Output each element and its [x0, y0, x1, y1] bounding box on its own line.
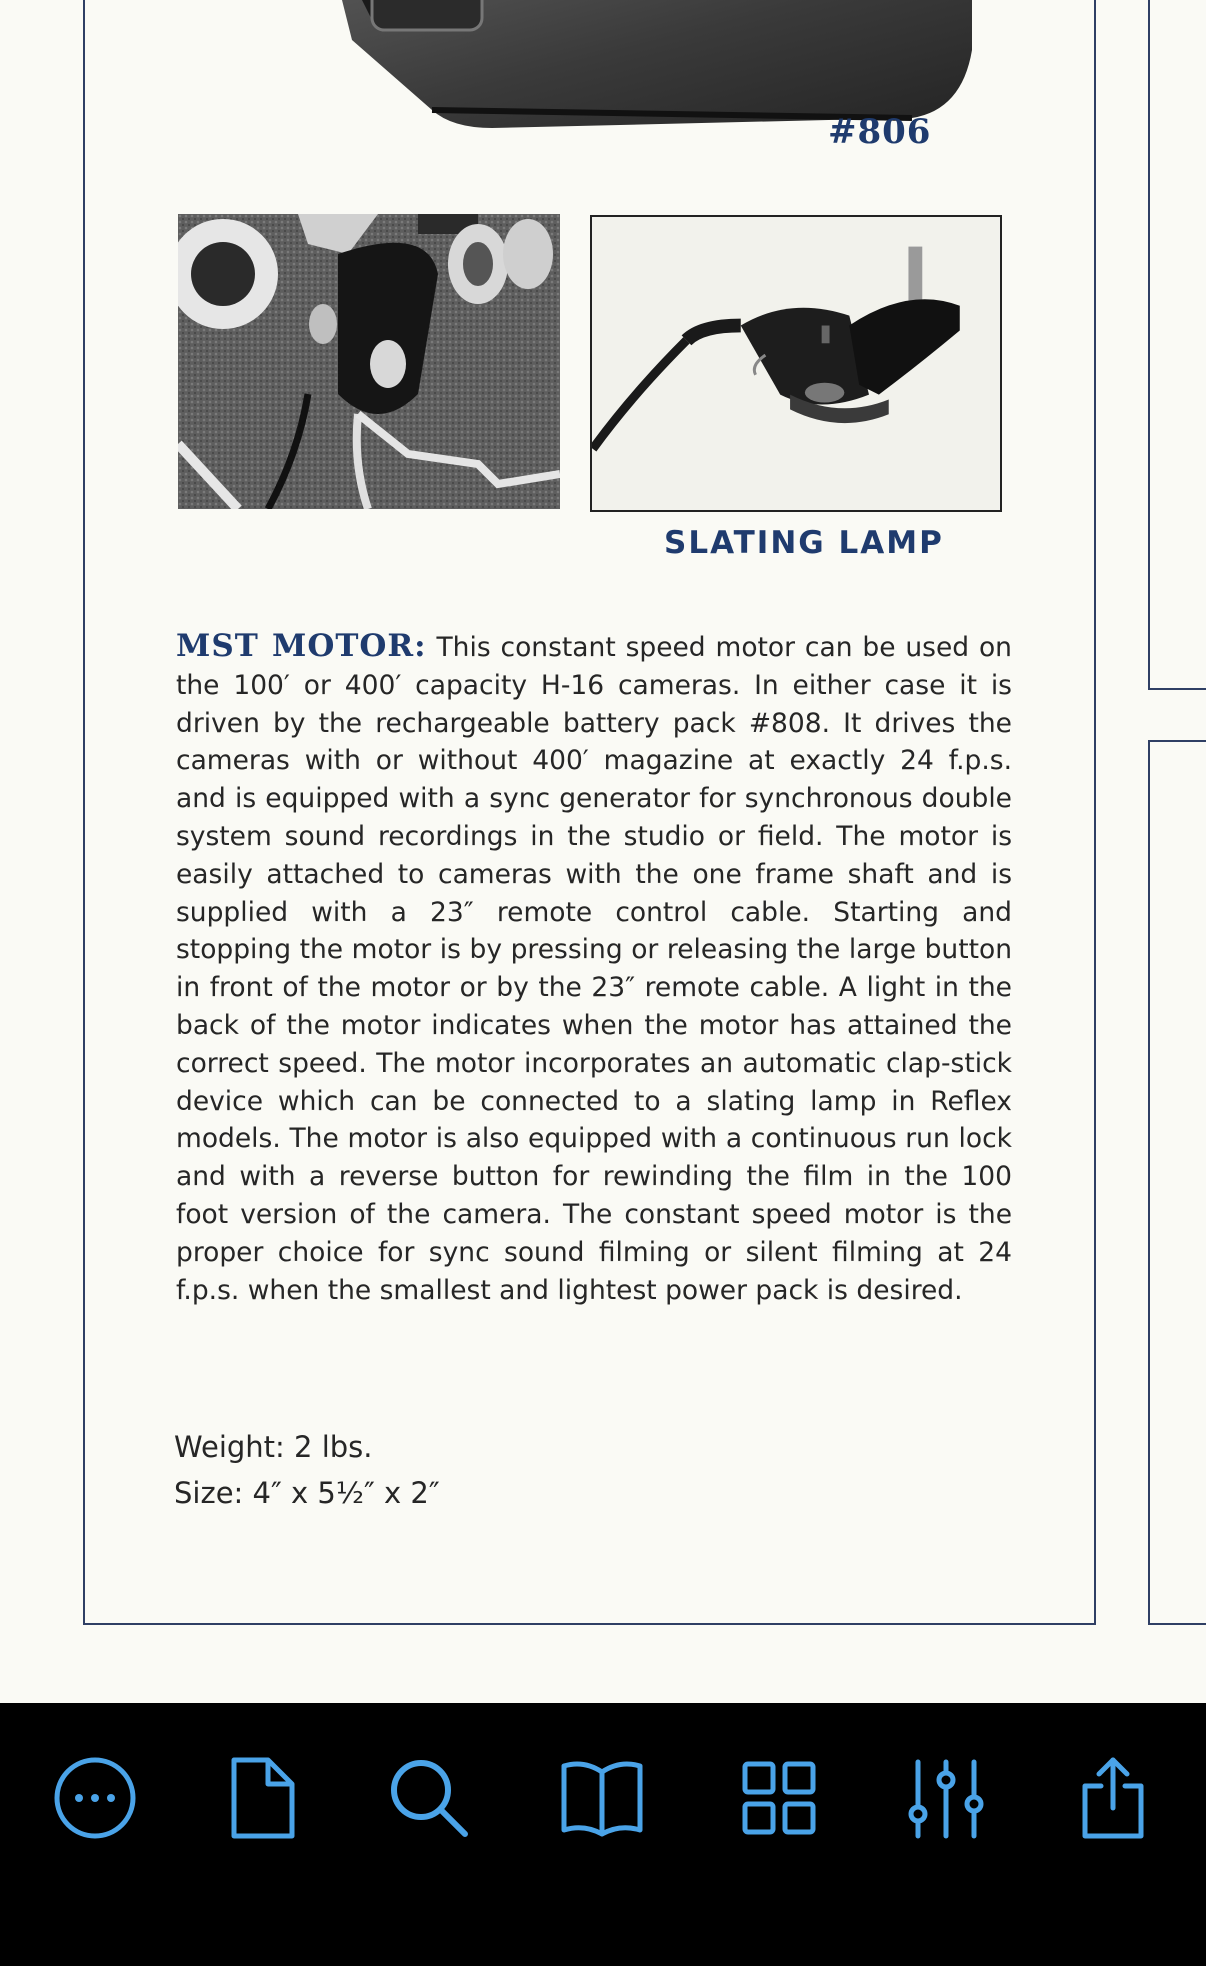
slating-lamp-caption: SLATING LAMP	[664, 525, 944, 561]
grid-icon[interactable]	[734, 1753, 824, 1843]
model-number-caption: #806	[828, 112, 932, 152]
article-text	[176, 628, 1012, 1309]
bottom-toolbar	[0, 1703, 1206, 1966]
book-icon[interactable]	[557, 1753, 647, 1843]
document-icon[interactable]	[217, 1753, 307, 1843]
sliders-icon[interactable]	[901, 1753, 991, 1843]
size-spec: Size: 4″ x 5½″ x 2″	[174, 1476, 440, 1510]
weight-spec: Weight: 2 lbs.	[174, 1430, 373, 1464]
share-icon[interactable]	[1068, 1753, 1158, 1843]
adjacent-frame-bottom	[1148, 740, 1206, 1625]
article-lead: MST MOTOR:	[176, 628, 427, 664]
slating-lamp-photo	[590, 215, 1002, 512]
camera-photo	[332, 0, 972, 130]
more-icon[interactable]	[50, 1753, 140, 1843]
motor-closeup-photo	[178, 214, 560, 509]
article-body: This constant speed motor can be used on the 100′ or 400′ capacity H-16 cameras. In either case it is driven by the rechargeable battery pack #808. It drives the cameras with or without 400′ magazine at exactly 24 f.p.s. and is equipped with a sync generator for synchronous double system sound recordings in the studio or field. The motor is easily attached to cameras with the one frame shaft and is supplied with a 23″ remote control cable. Starting and stopping the motor is by pressing or releasing the large button in front of the motor or by the 23″ remote cable. A light in the back of the motor indicates when the motor has attained the correct speed. The motor incorporates an automatic clap-stick device which can be connected to a slating lamp in Reflex models. The motor is also equipped with a continuous run lock and with a reverse button for rewinding the film in the 100 foot version of the camera. The constant speed motor is the proper choice for sync sound filming or silent filming at 24 f.p.s. when the smallest and lightest power pack is desired.	[176, 632, 1012, 1306]
search-icon[interactable]	[384, 1753, 474, 1843]
adjacent-frame-top	[1148, 0, 1206, 690]
